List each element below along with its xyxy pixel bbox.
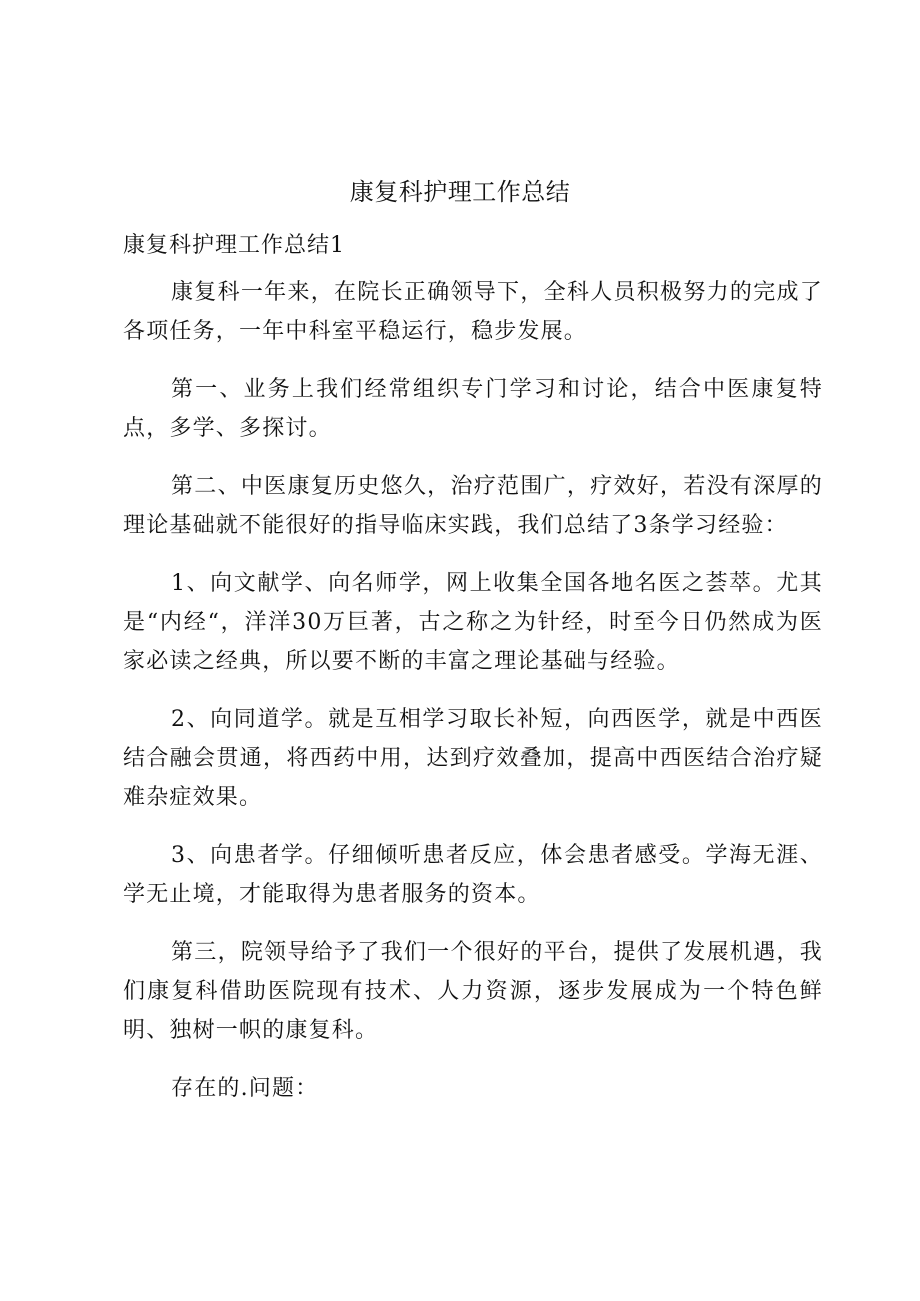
section-heading: 康复科护理工作总结1	[123, 233, 345, 258]
document-title: 康复科护理工作总结	[349, 178, 571, 206]
paragraph: 1、向文献学、向名师学，网上收集全国各地名医之荟萃。尤其是“内经“，洋洋30万巨著，古之称之为针经，时至今日仍然成为医家必读之经典，所以要不断的丰富之理论基础与经验。	[123, 571, 823, 674]
document-body	[123, 273, 823, 1127]
paragraph: 2、向同道学。就是互相学习取长补短，向西医学，就是中西医结合融会贯通，将西药中用，达到疗效叠加，提高中西医结合治疗疑难杂症效果。	[123, 707, 823, 810]
paragraph: 3、向患者学。仔细倾听患者反应，体会患者感受。学海无涯、学无止境，才能取得为患者服务的资本。	[123, 843, 823, 907]
paragraph: 康复科一年来，在院长正确领导下，全科人员积极努力的完成了各项任务，一年中科室平稳运行，稳步发展。	[123, 280, 823, 344]
paragraph: 第三，院领导给予了我们一个很好的平台，提供了发展机遇，我们康复科借助医院现有技术、人力资源，逐步发展成为一个特色鲜明、独树一帜的康复科。	[123, 940, 823, 1043]
paragraph: 存在的.问题：	[171, 1076, 319, 1101]
paragraph: 第一、业务上我们经常组织专门学习和讨论，结合中医康复特点，多学、多探讨。	[123, 377, 823, 441]
paragraph: 第二、中医康复历史悠久，治疗范围广，疗效好，若没有深厚的理论基础就不能很好的指导临床实践，我们总结了3条学习经验：	[123, 474, 823, 538]
